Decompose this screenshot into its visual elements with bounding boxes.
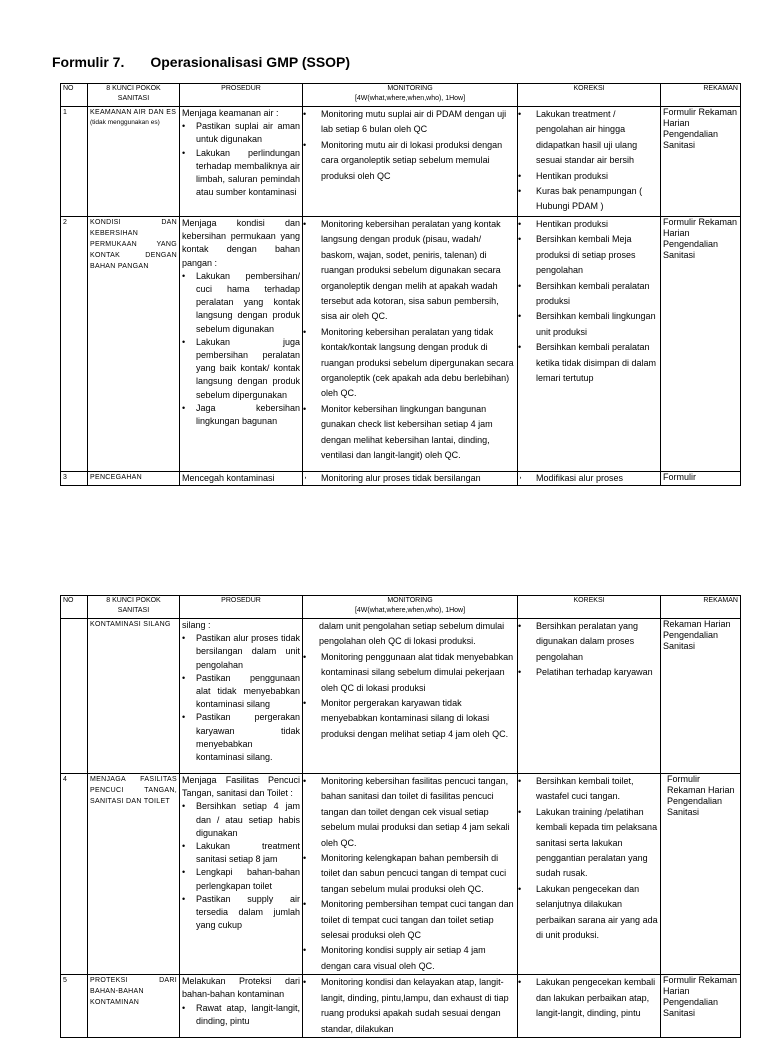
koreksi-cell: [518, 472, 661, 486]
row-number: 2: [61, 217, 88, 472]
monitoring-cell: [303, 217, 518, 472]
kunci-note: (tidak menggunakan es): [90, 119, 160, 126]
rekaman-text: Formulir: [663, 472, 696, 482]
koreksi-item: • Bersihkan kembali lingkungan unit produksi: [520, 309, 658, 340]
row-number: 1: [61, 107, 88, 217]
monitoring-continued: dalam unit pengolahan setiap sebelum dimulai pengolahan oleh QC di lokasi produksi.: [319, 621, 505, 647]
prosedur-item: • Lakukan perlindungan terhadap membaliknya air limbah, saluran pemindah atau sumber kontaminasi: [182, 147, 300, 200]
prosedur-cell: [180, 774, 303, 975]
rekaman-cell: Formulir Rekaman Harian Pengendalian Sanitasi: [661, 774, 741, 975]
koreksi-item: • Bersihkan kembali peralatan ketika tidak disimpan di dalam lemari tertutup: [520, 340, 658, 386]
monitoring-cell: [303, 774, 518, 975]
ssop-table-page-1: [60, 83, 741, 486]
prosedur-intro: Melakukan Proteksi dari bahan-bahan kontaminan: [182, 976, 300, 1000]
col-header-monitoring: [303, 84, 518, 107]
prosedur-cell: [180, 619, 303, 774]
prosedur-intro: Menjaga Fasilitas Pencuci Tangan, sanitasi dan Toilet :: [182, 775, 300, 799]
koreksi-cell: [518, 217, 661, 472]
monitoring-item: • Monitor pergerakan karyawan tidak menyebabkan kontaminasi silang di lokasi produksi dengan melihat setiap 4 jam oleh QC.: [305, 696, 515, 742]
prosedur-cell: [180, 107, 303, 217]
monitoring-item: • Monitoring kebersihan fasilitas pencuci tangan, bahan sanitasi dan toilet di fasilitas pencuci tangan dan toilet dengan cek visual setiap sebelum mulai produksi dan setiap 4 jam sekali oleh QC.: [305, 774, 515, 851]
monitoring-item: • Monitoring alur proses tidak bersilangan: [305, 472, 515, 485]
form-title: [52, 54, 350, 70]
monitoring-item: • Monitor kebersihan lingkungan bangunan gunakan check list kebersihan setiap 4 jam dengan melihat kebersihan lantai, dinding, ventilasi dan langit-langit) oleh QC.: [305, 402, 515, 464]
col-header-no: NO: [61, 596, 88, 619]
col-header-rekaman: REKAMAN: [661, 84, 741, 107]
kunci-label: PROTEKSI DARI BAHAN-BAHAN KONTAMINAN: [88, 975, 180, 1038]
rekaman-cell: Rekaman Harian Pengendalian Sanitasi: [661, 619, 741, 774]
prosedur-item: • Rawat atap, langit-langit, dinding, pintu: [182, 1002, 300, 1028]
rekaman-cell: [661, 472, 741, 486]
col-header-kunci: 8 KUNCI POKOK SANITASI: [88, 596, 180, 619]
monitoring-cell: [303, 975, 518, 1038]
rekaman-cell: Formulir Rekaman Harian Pengendalian Sanitasi: [661, 975, 741, 1038]
koreksi-item: • Hentikan produksi: [520, 217, 658, 232]
form-number: Formulir 7.: [52, 54, 125, 70]
monitoring-item: • Monitoring kelengkapan bahan pembersih di toilet dan sabun pencuci tangan di tempat cuci tangan sebelum mulai produksi oleh QC.: [305, 851, 515, 897]
table-row: [61, 472, 741, 486]
col-header-rekaman: REKAMAN: [661, 596, 741, 619]
koreksi-item: • Bersihkan peralatan yang digunakan dalam proses pengolahan: [520, 619, 658, 665]
col-header-prosedur: PROSEDUR: [180, 596, 303, 619]
monitoring-cell: [303, 107, 518, 217]
monitoring-item: • Monitoring penggunaan alat tidak menyebabkan kontaminasi silang sebelum dimulai pekerjaan oleh QC di lokasi produksi: [305, 650, 515, 696]
koreksi-cell: [518, 619, 661, 774]
form-name: Operasionalisasi GMP (SSOP): [150, 54, 351, 70]
monitoring-header-label: MONITORING: [387, 85, 433, 92]
monitoring-item: • Monitoring kebersihan peralatan yang kontak langsung dengan produk (pisau, wadah/ baskom, wajan, sodet, peniris, talenan) di ruangan produksi sebelum digunakan secara organoleptik dengan melih at apakah wadah tersebut ada kotoran, sisa sabun pembersih, sisa air oleh QC.: [305, 217, 515, 325]
kunci-cell: [88, 472, 180, 486]
kunci-label: KONDISI DAN KEBERSIHAN PERMUKAAN YANG KONTAK DENGAN BAHAN PANGAN: [88, 217, 180, 472]
col-header-no: NO: [61, 84, 88, 107]
monitoring-header-sub: [4W(what,where,when,who), 1How]: [354, 95, 466, 102]
prosedur-item: • Jaga kebersihan lingkungan bagunan: [182, 402, 300, 428]
prosedur-intro: Menjaga keamanan air :: [182, 108, 279, 118]
table-row: [61, 774, 741, 975]
prosedur-cell: [180, 975, 303, 1038]
row-number: 4: [61, 774, 88, 975]
koreksi-item: • Lakukan pengecekan kembali dan lakukan perbaikan atap, langit-langit, dinding, pintu: [520, 975, 658, 1021]
koreksi-item: • Bersihkan kembali toilet, wastafel cuci tangan.: [520, 774, 658, 805]
prosedur-item: • Bersihkan setiap 4 jam dan / atau setiap habis digunakan: [182, 800, 300, 840]
table-row: [61, 975, 741, 1038]
koreksi-item: • Bersihkan kembali peralatan produksi: [520, 279, 658, 310]
prosedur-intro: silang :: [182, 620, 211, 630]
kunci-cell: [88, 107, 180, 217]
row-number: [61, 619, 88, 774]
prosedur-item: • Pastikan alur proses tidak bersilangan dalam unit pengolahan: [182, 632, 300, 672]
kunci-label: MENJAGA FASILITAS PENCUCI TANGAN, SANITASI DAN TOILET: [88, 774, 180, 975]
koreksi-cell: [518, 107, 661, 217]
prosedur-intro: Mencegah kontaminasi: [182, 473, 275, 483]
monitoring-item: • Monitoring pembersihan tempat cuci tangan dan toilet di tempat cuci tangan dan toilet setiap selesai produksi oleh QC: [305, 897, 515, 943]
prosedur-item: • Lakukan juga pembersihan peralatan yang baik kontak/ kontak langsung dengan produk sebelum dipergunakan: [182, 336, 300, 402]
kunci-label: KONTAMINASI SILANG: [88, 619, 180, 774]
prosedur-item: • Lakukan treatment sanitasi setiap 8 jam: [182, 840, 300, 866]
monitoring-header-label: MONITORING: [387, 597, 433, 604]
monitoring-item: • Monitoring kondisi dan kelayakan atap, langit-langit, dinding, pintu,lampu, dan exhaust di tiap ruang produksi apakah sudah sesuai dengan standar, dilakukan: [305, 975, 515, 1037]
table-header-row: [61, 84, 741, 107]
koreksi-item: • Pelatihan terhadap karyawan: [520, 665, 658, 680]
col-header-prosedur: PROSEDUR: [180, 84, 303, 107]
koreksi-item: • Modifikasi alur proses: [520, 472, 658, 485]
prosedur-item: • Pastikan suplai air aman untuk digunakan: [182, 120, 300, 146]
col-header-koreksi: KOREKSI: [518, 84, 661, 107]
row-number-text: 3: [63, 474, 67, 481]
prosedur-item: • Pastikan penggunaan alat tidak menyebabkan kontaminasi silang: [182, 672, 300, 712]
koreksi-item: • Bersihkan kembali Meja produksi di setiap proses pengolahan: [520, 232, 658, 278]
koreksi-cell: [518, 774, 661, 975]
table-row: [61, 619, 741, 774]
table-header-row: [61, 596, 741, 619]
prosedur-cell: [180, 217, 303, 472]
prosedur-intro: Menjaga kondisi dan kebersihan permukaan yang kontak dengan bahan pangan :: [182, 218, 300, 268]
monitoring-cell: [303, 619, 518, 774]
prosedur-item: • Pastikan supply air tersedia dalam jumlah yang cukup: [182, 893, 300, 933]
prosedur-item: • Lakukan pembersihan/ cuci hama terhadap peralatan yang kontak langsung dengan produk sebelum digunakan: [182, 270, 300, 336]
koreksi-item: • Hentikan produksi: [520, 169, 658, 184]
koreksi-cell: [518, 975, 661, 1038]
row-number: [61, 472, 88, 486]
prosedur-item: • Lengkapi bahan-bahan perlengkapan toilet: [182, 866, 300, 892]
monitoring-item: • Monitoring kondisi supply air setiap 4 jam dengan cara visual oleh QC.: [305, 943, 515, 974]
kunci-label: PENCEGAHAN: [90, 474, 143, 481]
col-header-monitoring: [303, 596, 518, 619]
koreksi-item: • Lakukan treatment / pengolahan air hingga didapatkan hasil uji ulang sesuai standar air bersih: [520, 107, 658, 169]
row-number: 5: [61, 975, 88, 1038]
col-header-kunci: 8 KUNCI POKOK SANITASI: [88, 84, 180, 107]
koreksi-item: • Kuras bak penampungan ( Hubungi PDAM ): [520, 184, 658, 215]
koreksi-item: • Lakukan pengecekan dan selanjutnya dilakukan perbaikan sarana air yang ada di unit produksi.: [520, 882, 658, 944]
kunci-label: KEAMANAN AIR DAN ES: [90, 109, 177, 116]
monitoring-item: • Monitoring mutu air di lokasi produksi dengan cara organoleptik setiap sebelum memulai produksi oleh QC: [305, 138, 515, 184]
koreksi-item: • Lakukan training /pelatihan kembali kepada tim pelaksana sanitasi serta lakukan penggantian peralatan yang sudah rusak.: [520, 805, 658, 882]
table-row: [61, 217, 741, 472]
monitoring-item: • Monitoring mutu suplai air di PDAM dengan uji lab setiap 6 bulan oleh QC: [305, 107, 515, 138]
monitoring-header-sub: [4W(what,where,when,who), 1How]: [354, 607, 466, 614]
monitoring-item: • Monitoring kebersihan peralatan yang tidak kontak/kontak langsung dengan produk di ruangan produksi sebelum dipergunakan secara organoleptik (cek apakah ada debu berlebihan) oleh QC.: [305, 325, 515, 402]
col-header-koreksi: KOREKSI: [518, 596, 661, 619]
rekaman-cell: Formulir Rekaman Harian Pengendalian Sanitasi: [661, 107, 741, 217]
prosedur-item: • Pastikan pergerakan karyawan tidak menyebabkan kontaminasi silang.: [182, 711, 300, 764]
monitoring-cell: [303, 472, 518, 486]
prosedur-cell: [180, 472, 303, 486]
ssop-table-page-2: [60, 595, 741, 1038]
table-row: [61, 107, 741, 217]
rekaman-cell: Formulir Rekaman Harian Pengendalian Sanitasi: [661, 217, 741, 472]
